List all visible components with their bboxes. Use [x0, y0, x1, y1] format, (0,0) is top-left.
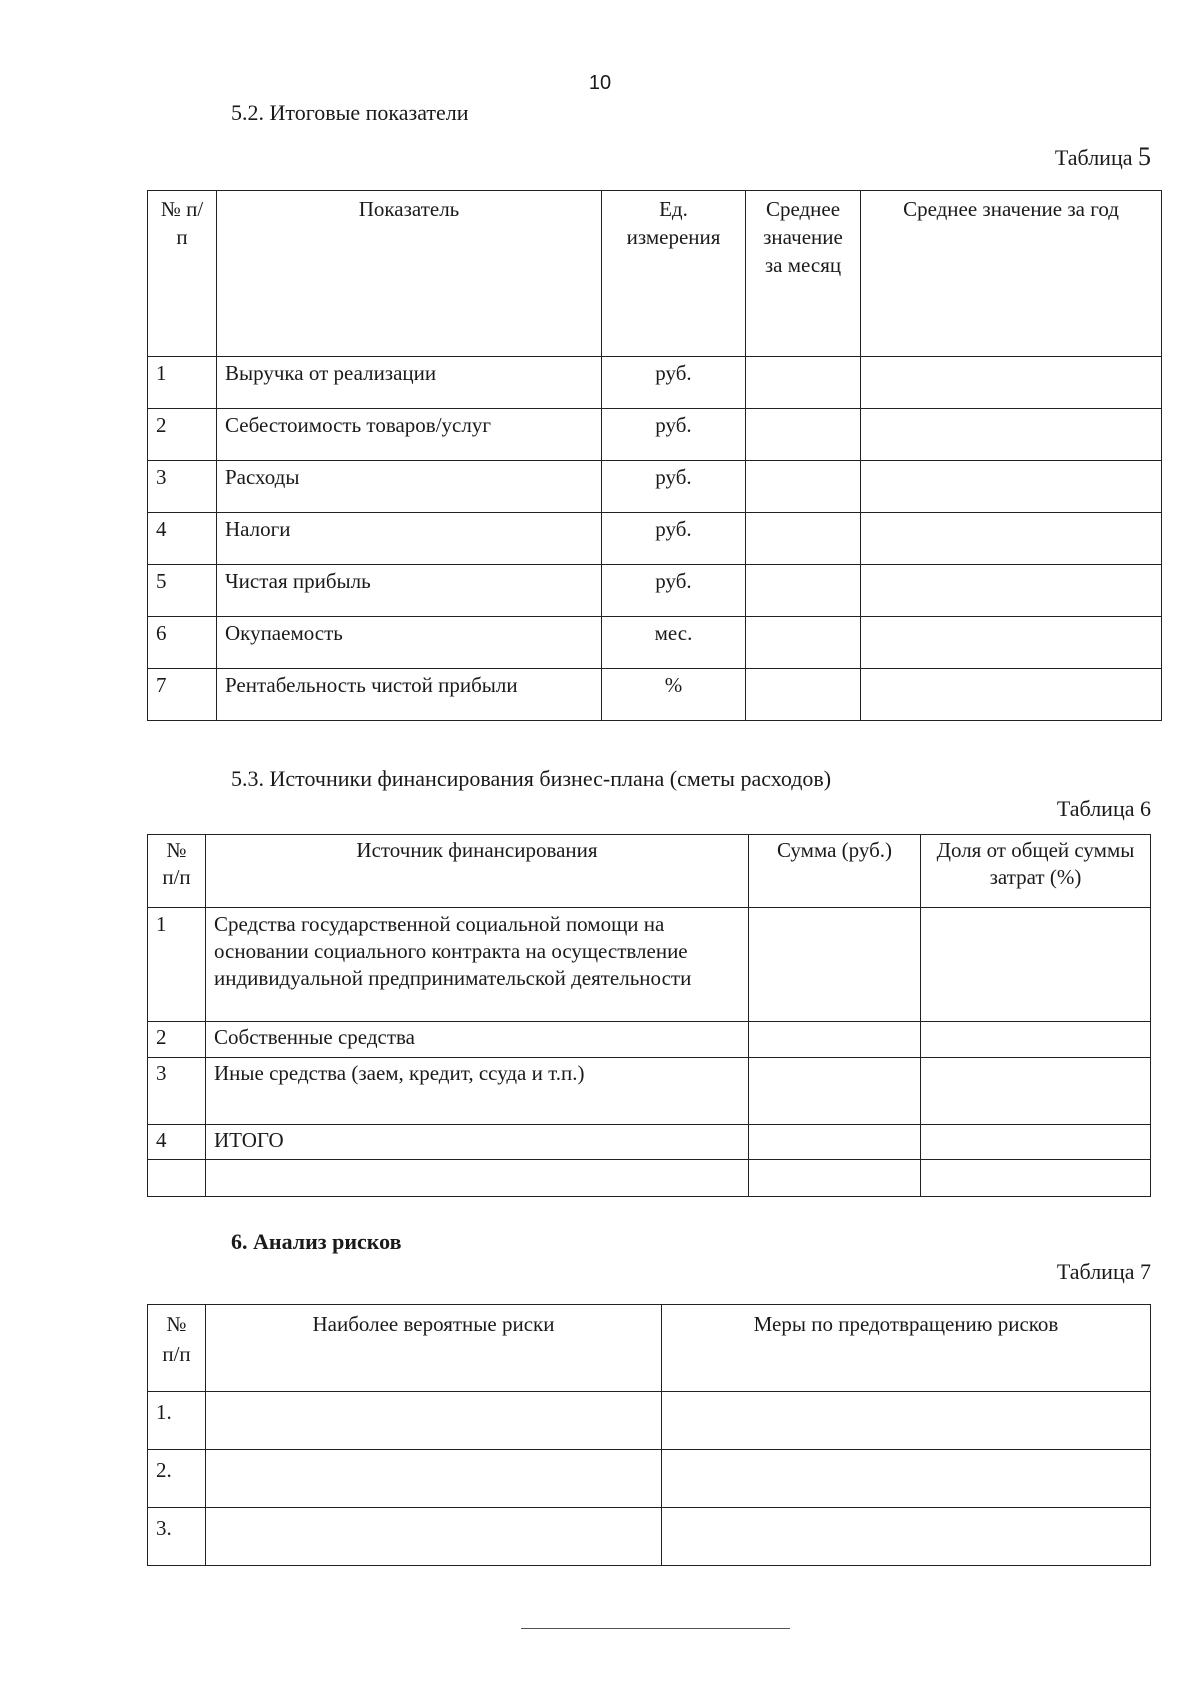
section-heading-5-3: 5.3. Источники финансирования бизнес-плана (сметы расходов) [231, 766, 832, 791]
row-num: 1 [148, 908, 206, 1022]
row-risk [206, 1392, 662, 1450]
table-row [148, 357, 1162, 409]
row-num: 1. [148, 1392, 206, 1450]
table-row [148, 1022, 1151, 1058]
row-avg-year [861, 565, 1162, 617]
table-row [148, 409, 1162, 461]
table-5 [147, 190, 1162, 721]
row-indicator: Чистая прибыль [217, 565, 602, 617]
row-num: 4 [148, 513, 217, 565]
row-sum [749, 1022, 921, 1058]
table-row [148, 1392, 1151, 1450]
row-indicator: Рентабельность чистой прибыли [217, 669, 602, 721]
row-sum [749, 1125, 921, 1160]
table-6-caption: Таблица 6 [1056, 796, 1151, 821]
table-row [148, 669, 1162, 721]
row-measure [662, 1450, 1151, 1508]
header-avg-month: Среднее значение за месяц [746, 191, 861, 357]
caption-word: Таблица [1054, 145, 1133, 170]
table-row [148, 1058, 1151, 1125]
row-avg-year [861, 357, 1162, 409]
row-source: Средства государственной социальной помощи на основании социального контракта на осуществление индивидуальной предпринимательской деятельности [206, 908, 749, 1022]
header-indicator: Показатель [217, 191, 602, 357]
row-indicator: Расходы [217, 461, 602, 513]
row-avg-year [861, 513, 1162, 565]
row-measure [662, 1392, 1151, 1450]
row-num: 4 [148, 1125, 206, 1160]
row-num: 2 [148, 409, 217, 461]
row-unit: руб. [602, 409, 746, 461]
row-num: 5 [148, 565, 217, 617]
row-num: 1 [148, 357, 217, 409]
row-unit: руб. [602, 565, 746, 617]
row-unit: руб. [602, 461, 746, 513]
row-avg-month [746, 617, 861, 669]
row-unit: руб. [602, 513, 746, 565]
table-row [148, 908, 1151, 1022]
row-source: Собственные средства [206, 1022, 749, 1058]
header-unit: Ед. измерения [602, 191, 746, 357]
row-risk [206, 1508, 662, 1566]
row-avg-year [861, 617, 1162, 669]
row-num: 6 [148, 617, 217, 669]
row-num: 3. [148, 1508, 206, 1566]
row-share [921, 908, 1151, 1022]
row-sum [749, 1160, 921, 1197]
header-avg-year: Среднее значение за год [861, 191, 1162, 357]
row-source: Иные средства (заем, кредит, ссуда и т.п.) [206, 1058, 749, 1125]
footer-divider [521, 1628, 790, 1629]
table-7-caption: Таблица 7 [1056, 1259, 1151, 1284]
row-sum [749, 908, 921, 1022]
row-avg-month [746, 357, 861, 409]
row-risk [206, 1450, 662, 1508]
header-share: Доля от общей суммы затрат (%) [921, 835, 1151, 908]
table-5-caption [900, 142, 1151, 172]
row-unit: мес. [602, 617, 746, 669]
header-risks: Наиболее вероятные риски [206, 1305, 662, 1392]
row-avg-month [746, 565, 861, 617]
row-num: 2. [148, 1450, 206, 1508]
row-unit: % [602, 669, 746, 721]
table-6 [147, 834, 1151, 1197]
section-heading-6: 6. Анализ рисков [231, 1229, 402, 1254]
section-heading-5-2: 5.2. Итоговые показатели [231, 100, 469, 125]
row-avg-month [746, 513, 861, 565]
header-num: № п/п [148, 835, 206, 908]
row-unit: руб. [602, 357, 746, 409]
row-avg-year [861, 461, 1162, 513]
table-row [148, 1125, 1151, 1160]
table-7 [147, 1304, 1151, 1566]
row-avg-year [861, 409, 1162, 461]
row-measure [662, 1508, 1151, 1566]
row-num: 3 [148, 461, 217, 513]
table-row [148, 513, 1162, 565]
table-row [148, 1508, 1151, 1566]
row-avg-year [861, 669, 1162, 721]
row-num [148, 1160, 206, 1197]
row-source [206, 1160, 749, 1197]
row-num: 3 [148, 1058, 206, 1125]
header-measures: Меры по предотвращению рисков [662, 1305, 1151, 1392]
page-number: 10 [588, 72, 612, 94]
header-sum: Сумма (руб.) [749, 835, 921, 908]
row-num: 7 [148, 669, 217, 721]
row-share [921, 1058, 1151, 1125]
row-indicator: Себестоимость товаров/услуг [217, 409, 602, 461]
row-avg-month [746, 409, 861, 461]
table-row [148, 1160, 1151, 1197]
row-avg-month [746, 461, 861, 513]
row-share [921, 1160, 1151, 1197]
row-share [921, 1022, 1151, 1058]
row-num: 2 [148, 1022, 206, 1058]
row-share [921, 1125, 1151, 1160]
row-source: ИТОГО [206, 1125, 749, 1160]
row-avg-month [746, 669, 861, 721]
table-row [148, 461, 1162, 513]
table-row [148, 1450, 1151, 1508]
table-row [148, 565, 1162, 617]
row-indicator: Выручка от реализации [217, 357, 602, 409]
caption-number: 5 [1138, 142, 1151, 171]
header-source: Источник финансирования [206, 835, 749, 908]
row-sum [749, 1058, 921, 1125]
header-num: № п/п [148, 1305, 206, 1392]
row-indicator: Налоги [217, 513, 602, 565]
table-row [148, 617, 1162, 669]
header-num: № п/п [148, 191, 217, 357]
row-indicator: Окупаемость [217, 617, 602, 669]
